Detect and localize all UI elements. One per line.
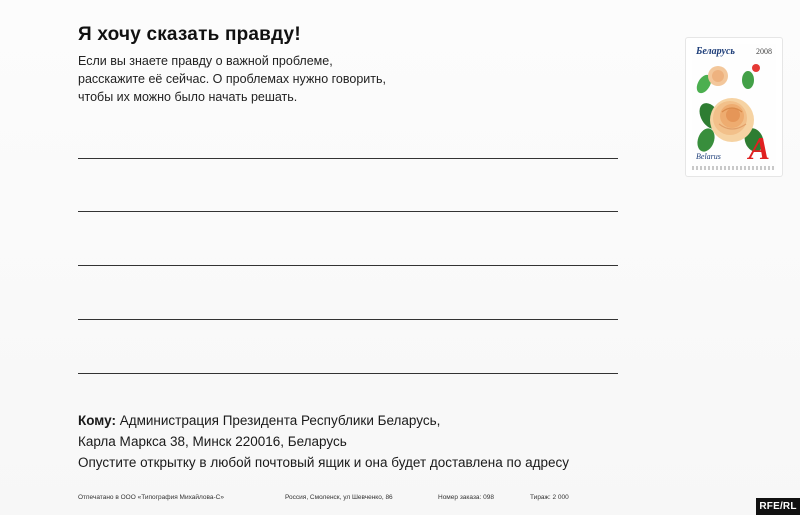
stamp-denomination: A (748, 130, 770, 166)
recipient-block (78, 410, 638, 473)
stamp-year: 2008 (756, 47, 772, 56)
recipient-line (78, 410, 638, 431)
intro-line: Если вы знаете правду о важной проблеме, (78, 54, 333, 68)
stamp-latin-country: Belarus (696, 152, 721, 161)
writing-line[interactable] (78, 373, 618, 374)
stamp-perforation (692, 166, 776, 170)
writing-line[interactable] (78, 211, 618, 212)
stamp-face (692, 44, 776, 170)
rferl-watermark: RFE/RL (756, 498, 800, 515)
footer-location: Россия, Смоленск, ул Шевченко, 86 (285, 494, 393, 501)
footer-printer: Отпечатано в ООО «Типография Михайлова-С» (78, 494, 224, 501)
intro-line: чтобы их можно было начать решать. (78, 90, 298, 104)
writing-line[interactable] (78, 158, 618, 159)
mail-instruction: Опустите открытку в любой почтовый ящик и она будет доставлена по адресу (78, 455, 569, 470)
recipient-address: Карла Маркса 38, Минск 220016, Беларусь (78, 434, 347, 449)
footer-circulation: Тираж: 2 000 (530, 494, 569, 501)
postcard-title: Я хочу сказать правду! (78, 24, 301, 45)
footer-order: Номер заказа: 098 (438, 494, 494, 501)
postage-stamp (686, 38, 782, 176)
intro-line: расскажите её сейчас. О проблемах нужно говорить, (78, 72, 386, 86)
recipient-name: Администрация Президента Республики Беларусь, (119, 413, 441, 428)
writing-line[interactable] (78, 265, 618, 266)
intro-text (78, 52, 498, 106)
recipient-label: Кому: (78, 413, 116, 428)
stamp-country: Беларусь (696, 46, 735, 57)
writing-line[interactable] (78, 319, 618, 320)
